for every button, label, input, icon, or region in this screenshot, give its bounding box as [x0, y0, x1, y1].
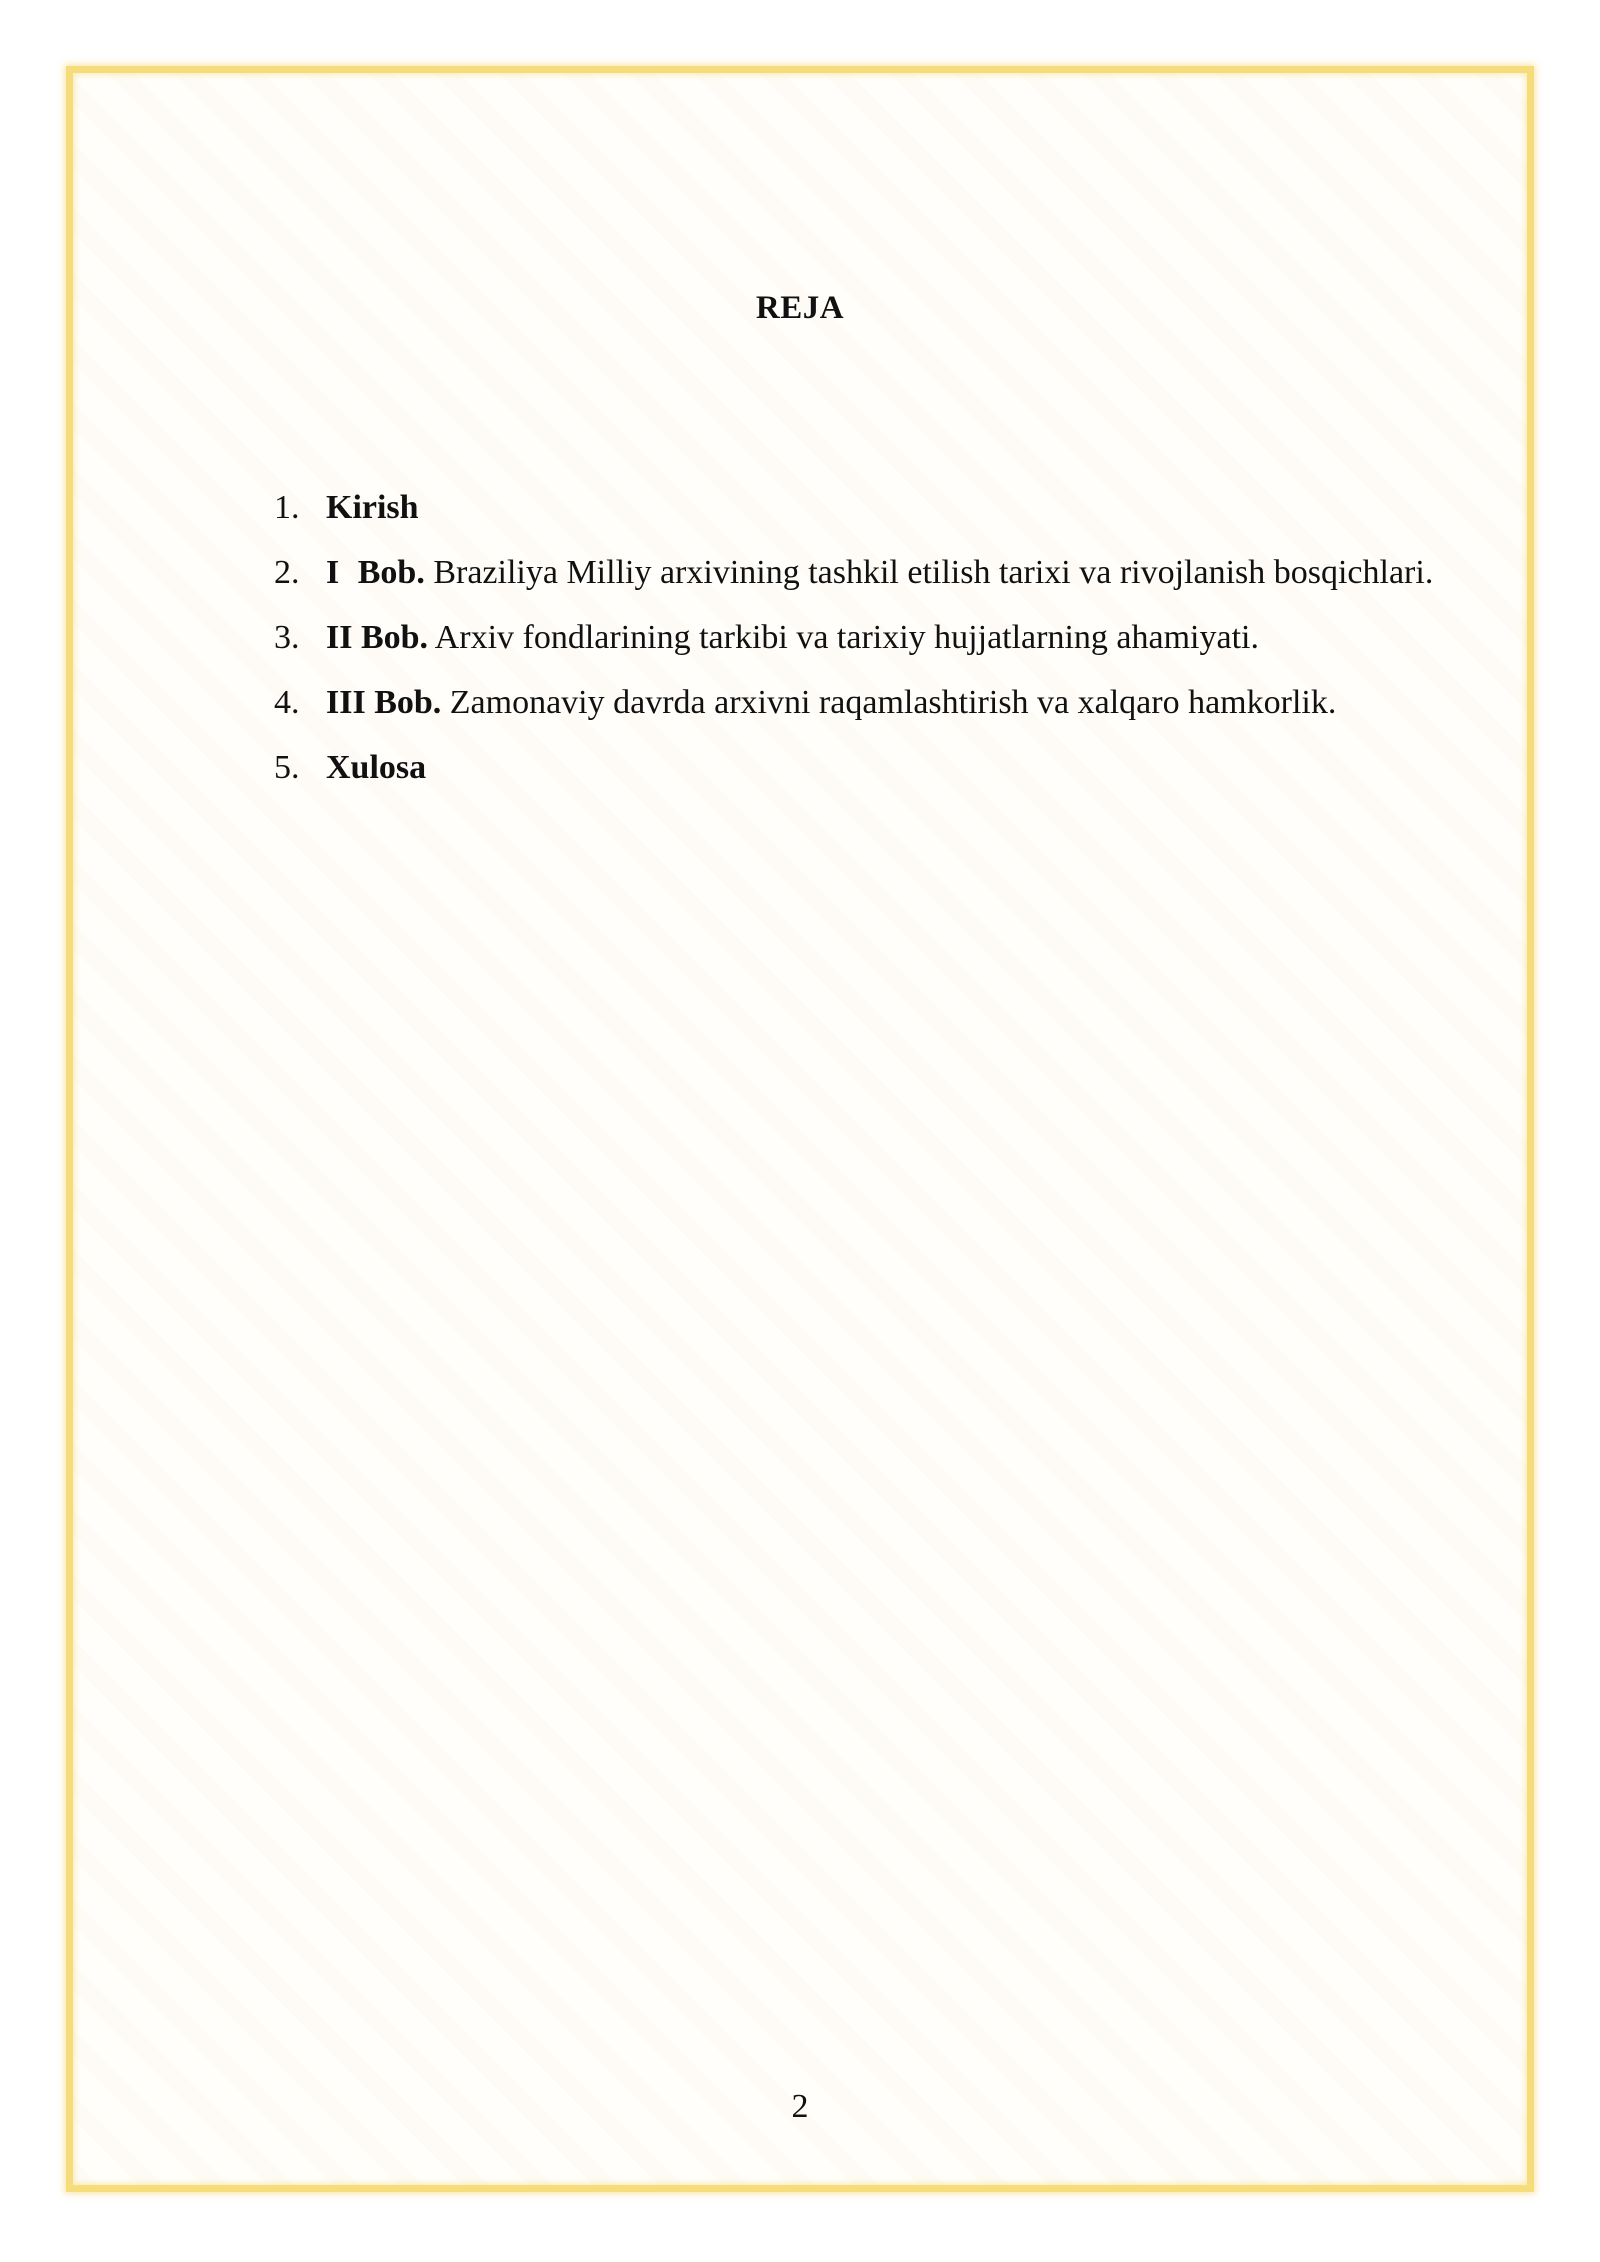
toc-item-text: Braziliya Milliy arxivining tashkil etilish tarixi va rivojlanish bosqichlari. [424, 554, 1434, 591]
page-title: REJA [755, 290, 845, 326]
toc-item-text: Arxiv fondlarining tarkibi va tarixiy hujjatlarning ahamiyati. [428, 619, 1259, 656]
toc-item [274, 605, 1492, 670]
toc-item [274, 735, 1492, 800]
toc-item-heading: Xulosa [326, 749, 427, 786]
page-number: 2 [791, 2088, 809, 2125]
toc-item-number: 4. [274, 684, 300, 721]
toc-item-heading: I Bob. [326, 554, 425, 591]
toc-item-heading: III Bob. [326, 684, 442, 721]
decorative-page-border [66, 66, 1534, 2192]
toc-item [274, 670, 1492, 735]
toc-item-number: 5. [274, 749, 300, 786]
toc-item-number: 3. [274, 619, 300, 656]
toc-item-heading: Kirish [326, 489, 419, 526]
toc-item-text: Zamonaviy davrda arxivni raqamlashtirish va xalqaro hamkorlik. [441, 684, 1337, 721]
toc-item-heading: II Bob. [326, 619, 429, 656]
toc-item-number: 1. [274, 489, 300, 526]
toc-item [274, 540, 1492, 605]
toc-item-number: 2. [274, 554, 300, 591]
toc-item [274, 475, 1492, 540]
table-of-contents [274, 475, 1492, 800]
